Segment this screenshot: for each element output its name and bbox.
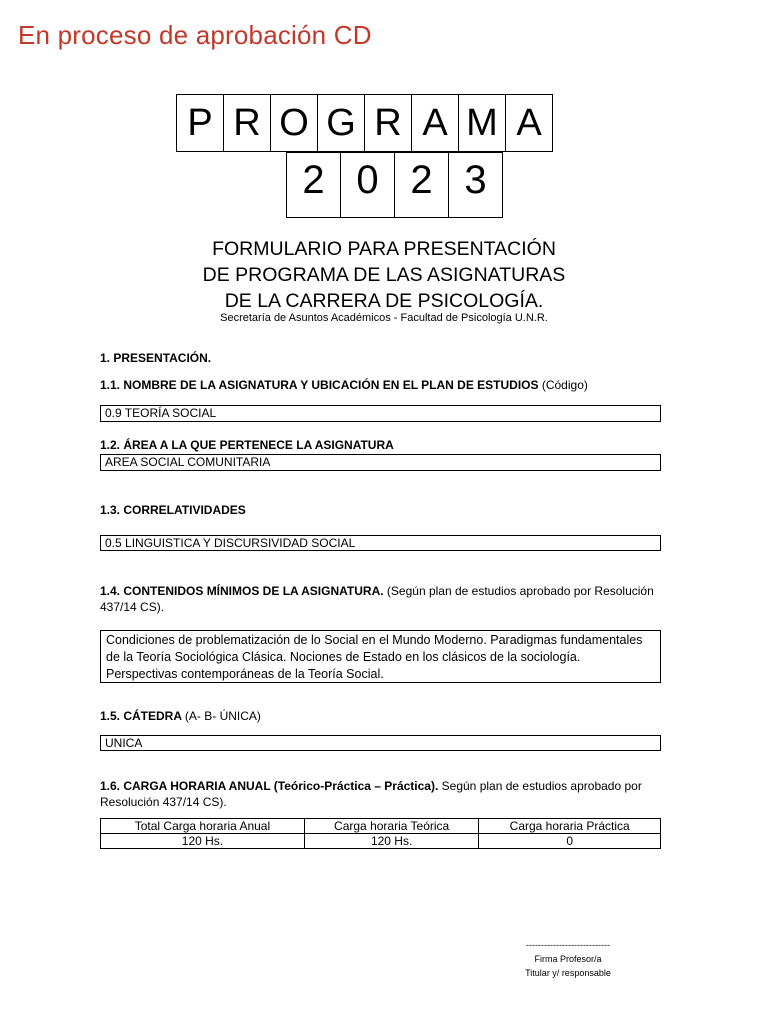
programa-letter: M bbox=[458, 94, 506, 152]
form-title-line: DE PROGRAMA DE LAS ASIGNATURAS bbox=[202, 264, 566, 286]
table-row bbox=[101, 834, 661, 849]
form-title-line: DE LA CARRERA DE PSICOLOGÍA. bbox=[224, 290, 544, 312]
programa-letter-boxes bbox=[176, 94, 553, 152]
year-digit: 2 bbox=[394, 152, 449, 218]
programa-letter: A bbox=[411, 94, 459, 152]
programa-letter: G bbox=[317, 94, 365, 152]
section-1-2-heading: 1.2. ÁREA A LA QUE PERTENECE LA ASIGNATURA bbox=[100, 438, 394, 452]
area-field: AREA SOCIAL COMUNITARIA bbox=[100, 454, 661, 471]
signature-label: Titular y/ responsable bbox=[525, 968, 611, 978]
section-1-5-heading bbox=[100, 709, 261, 723]
minimum-contents-field: Condiciones de problematización de lo Social en el Mundo Moderno. Paradigmas fundamentales de la Teoría Sociológica Clásica. Nociones de Estado en los clásicos de la sociología. Perspectivas contemporáneas de la Teoría Social. bbox=[100, 630, 661, 683]
section-presentacion-heading: 1. PRESENTACIÓN. bbox=[100, 351, 212, 365]
table-header-cell: Total Carga horaria Anual bbox=[101, 819, 305, 834]
programa-letter: A bbox=[505, 94, 553, 152]
year-digit: 3 bbox=[448, 152, 503, 218]
section-1-4-heading bbox=[100, 583, 670, 615]
section-1-4-note: (Según plan de estudios aprobado por Resolución 437/14 CS). bbox=[100, 584, 654, 614]
signature-line: ---------------------------- bbox=[526, 940, 610, 950]
form-title-line: FORMULARIO PARA PRESENTACIÓN bbox=[212, 238, 556, 260]
table-header-cell: Carga horaria Práctica bbox=[479, 819, 661, 834]
section-1-5-note: (A- B- ÚNICA) bbox=[184, 709, 261, 723]
form-title bbox=[0, 236, 768, 314]
programa-letter: O bbox=[270, 94, 318, 152]
section-1-6-heading bbox=[100, 778, 670, 810]
table-header-cell: Carga horaria Teórica bbox=[304, 819, 478, 834]
year-digit: 2 bbox=[286, 152, 341, 218]
approval-status-stamp: En proceso de aprobación CD bbox=[18, 20, 372, 50]
form-subtitle: Secretaría de Asuntos Académicos - Facultad de Psicología U.N.R. bbox=[220, 312, 548, 324]
section-1-1-heading bbox=[100, 378, 588, 392]
table-header-row bbox=[101, 819, 661, 834]
programa-letter: R bbox=[223, 94, 271, 152]
signature-block bbox=[508, 938, 628, 980]
workload-table bbox=[100, 818, 661, 849]
section-1-6-note: Según plan de estudios aprobado por Resolución 437/14 CS). bbox=[100, 779, 642, 809]
year-digit: 0 bbox=[340, 152, 395, 218]
programa-letter: P bbox=[176, 94, 224, 152]
section-1-1-title: 1.1. NOMBRE DE LA ASIGNATURA Y UBICACIÓN EN EL PLAN DE ESTUDIOS bbox=[100, 378, 539, 392]
table-cell: 120 Hs. bbox=[101, 834, 305, 849]
year-digit-boxes bbox=[286, 152, 503, 218]
table-cell: 120 Hs. bbox=[304, 834, 478, 849]
catedra-field: UNICA bbox=[100, 735, 661, 751]
section-1-5-title: 1.5. CÁTEDRA bbox=[100, 709, 182, 723]
subject-name-field: 0.9 TEORÍA SOCIAL bbox=[100, 405, 661, 422]
correlatives-field: 0.5 LINGUISTICA Y DISCURSIVIDAD SOCIAL bbox=[100, 535, 661, 551]
section-1-6-title: 1.6. CARGA HORARIA ANUAL (Teórico-Práctica – Práctica). bbox=[100, 779, 439, 793]
section-1-3-heading: 1.3. CORRELATIVIDADES bbox=[100, 503, 246, 517]
table-cell: 0 bbox=[479, 834, 661, 849]
programa-letter: R bbox=[364, 94, 412, 152]
signature-label: Firma Profesor/a bbox=[534, 954, 602, 964]
section-1-4-title: 1.4. CONTENIDOS MÍNIMOS DE LA ASIGNATURA. bbox=[100, 584, 384, 598]
section-1-1-note: (Código) bbox=[541, 378, 588, 392]
